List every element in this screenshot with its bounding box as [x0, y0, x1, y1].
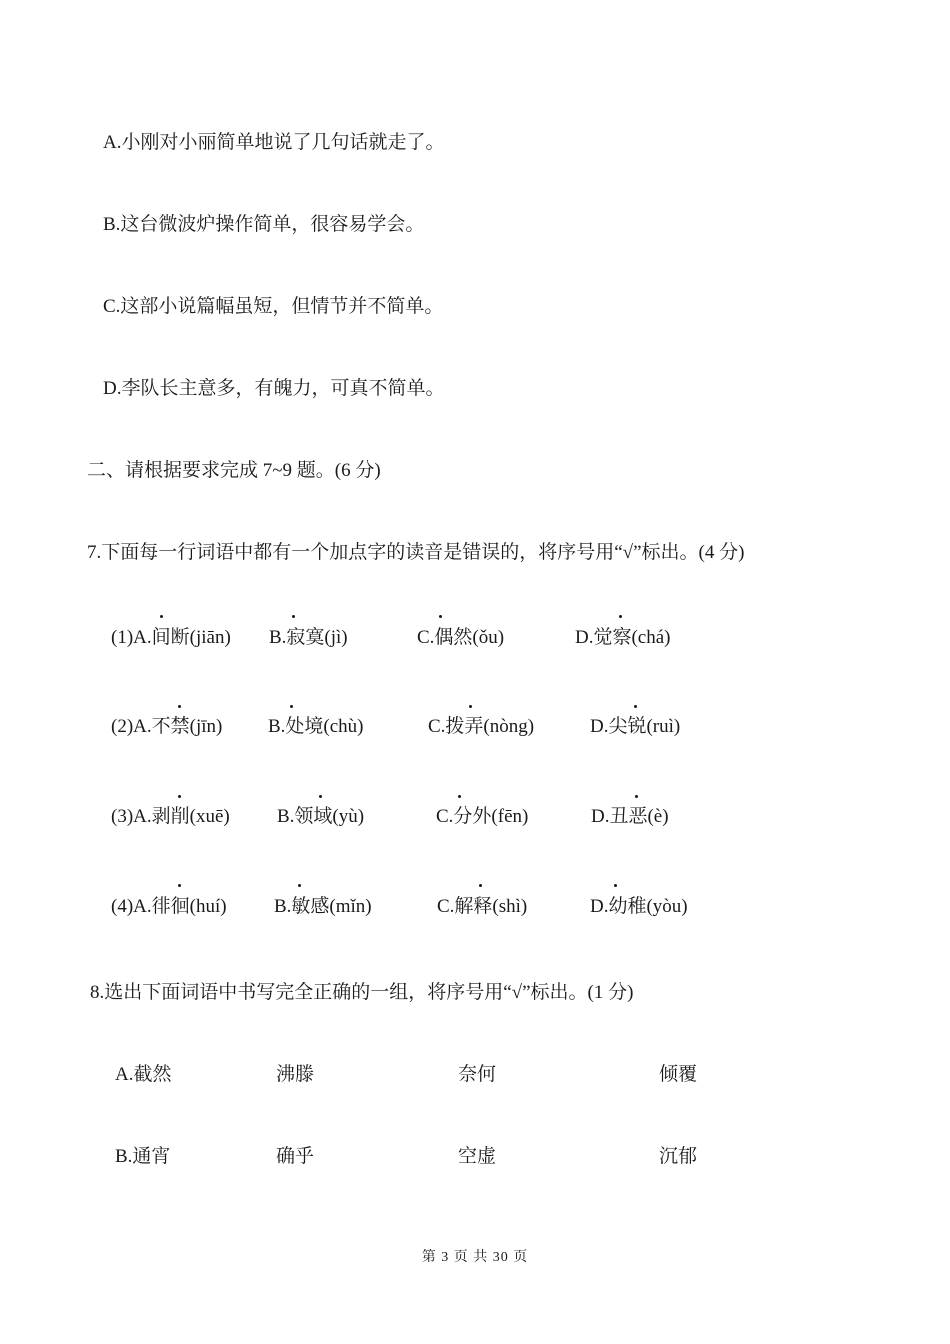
q7-row1-option-b: B.寂寞(jì) [269, 627, 348, 648]
q8-row-a-word-4: 倾覆 [659, 1064, 698, 1085]
q7-row3-option-b: B.领域(yù) [277, 806, 365, 827]
q7-row1-option-d: D.觉察(chá) [575, 627, 671, 648]
emphasis-dot [290, 705, 293, 708]
q7-row1-option-c: C.偶然(ǒu) [417, 627, 505, 648]
q8-row-a-word-1: A.截然 [115, 1064, 172, 1085]
emphasis-dot [160, 615, 163, 618]
emphasis-dot [635, 795, 638, 798]
q7-row4-option-c: C.解释(shì) [437, 896, 528, 917]
q8-row-b-word-3: 空虚 [458, 1146, 497, 1167]
q6-option-d: D.李队长主意多，有魄力，可真不简单。 [103, 378, 445, 399]
q7-prompt: 7.下面每一行词语中都有一个加点字的读音是错误的，将序号用“√”标出。(4 分) [87, 542, 745, 563]
q8-row-a-word-2: 沸滕 [276, 1064, 315, 1085]
q6-option-c: C.这部小说篇幅虽短，但情节并不简单。 [103, 296, 444, 317]
q8-row-b-word-4: 沉郁 [659, 1146, 698, 1167]
q7-row3-option-d: D.丑恶(è) [591, 806, 669, 827]
emphasis-dot [178, 795, 181, 798]
emphasis-dot [614, 884, 617, 887]
q7-row3-option-a: (3)A.剥削(xuē) [111, 806, 230, 827]
q6-option-a: A.小刚对小丽简单地说了几句话就走了。 [103, 132, 445, 153]
emphasis-dot [298, 884, 301, 887]
q7-row2-option-d: D.尖锐(ruì) [590, 716, 681, 737]
emphasis-dot [319, 795, 322, 798]
emphasis-dot [178, 884, 181, 887]
q7-row4-option-a: (4)A.徘徊(huí) [111, 896, 227, 917]
section2-heading: 二、请根据要求完成 7~9 题。(6 分) [87, 460, 381, 481]
q6-option-b: B.这台微波炉操作简单，很容易学会。 [103, 214, 425, 235]
q7-row2-option-c: C.拨弄(nòng) [428, 716, 535, 737]
q7-row4-option-d: D.幼稚(yòu) [590, 896, 688, 917]
emphasis-dot [634, 705, 637, 708]
emphasis-dot [439, 615, 442, 618]
q8-row-a-word-3: 奈何 [458, 1064, 497, 1085]
emphasis-dot [479, 884, 482, 887]
q7-row2-option-b: B.处境(chù) [268, 716, 364, 737]
q7-row1-option-a: (1)A.间断(jiān) [111, 627, 231, 648]
emphasis-dot [178, 705, 181, 708]
q7-row3-option-c: C.分外(fēn) [436, 806, 529, 827]
emphasis-dot [292, 615, 295, 618]
emphasis-dot [619, 615, 622, 618]
emphasis-dot [458, 795, 461, 798]
q8-row-b-word-2: 确乎 [276, 1146, 315, 1167]
q7-row2-option-a: (2)A.不禁(jīn) [111, 716, 223, 737]
q7-row4-option-b: B.敏感(mǐn) [274, 896, 372, 917]
emphasis-dot [469, 705, 472, 708]
q8-prompt: 8.选出下面词语中书写完全正确的一组，将序号用“√”标出。(1 分) [90, 982, 634, 1003]
q8-row-b-word-1: B.通宵 [115, 1146, 171, 1167]
page-footer: 第 3 页 共 30 页 [421, 1250, 529, 1265]
